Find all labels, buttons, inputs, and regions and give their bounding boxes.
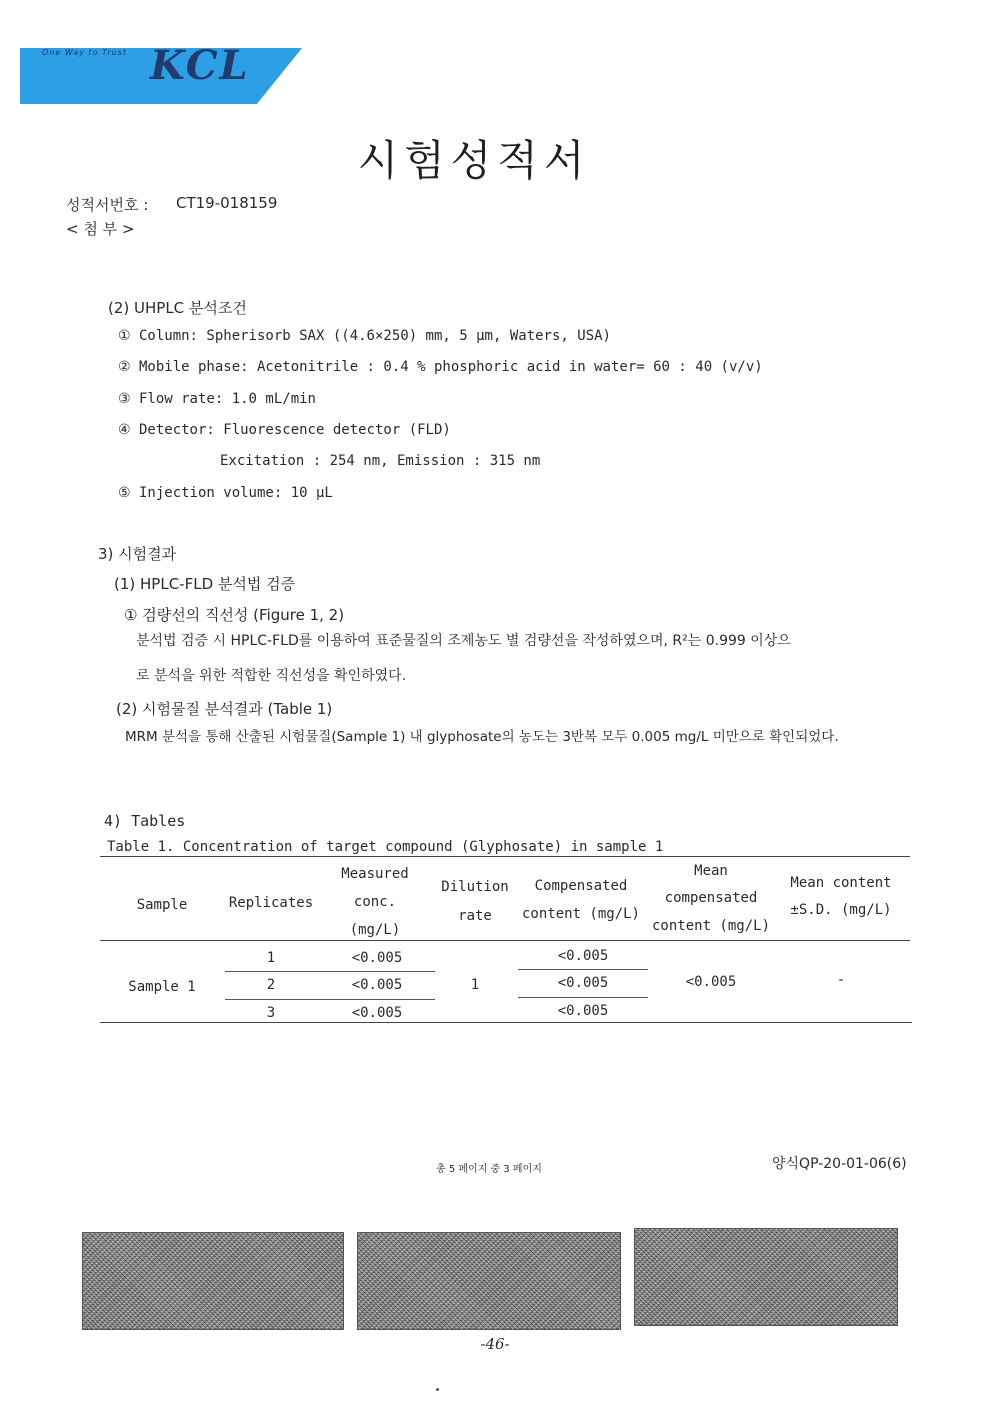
col-header-compensated: content (mg/L) <box>521 906 640 922</box>
col-header-measured: (mg/L) <box>349 922 401 938</box>
col-header-mean-sd: ±S.D. (mg/L) <box>790 902 892 918</box>
uhplc-item-injection: ⑤ Injection volume: 10 μL <box>118 485 333 501</box>
results-sub1-text-line2: 로 분석을 위한 적합한 직선성을 확인하였다. <box>136 668 407 684</box>
cell-measured: <0.005 <box>351 950 403 966</box>
table-row-divider <box>518 969 648 970</box>
col-header-mean-compensated: content (mg/L) <box>652 918 771 934</box>
col-header-dilution: Dilution <box>441 879 509 895</box>
results-sub2: (2) 시험물질 분석결과 (Table 1) <box>116 700 333 718</box>
results-sub1-item: ① 검량선의 직선성 (Figure 1, 2) <box>124 606 345 624</box>
results-sub1-text-line1: 분석법 검증 시 HPLC-FLD를 이용하여 표준물질의 조제농도 별 검량선을 작성하였으며, R²는 0.999 이상으 <box>136 633 791 649</box>
results-heading: 3) 시험결과 <box>98 545 177 563</box>
report-number-label: 성적서번호 : <box>66 196 149 214</box>
logo-tagline: One Way to Trust <box>42 48 127 57</box>
uhplc-item-mobile-phase: ② Mobile phase: Acetonitrile : 0.4 % phosphoric acid in water= 60 : 40 (v/v) <box>118 359 763 375</box>
cell-mean-sd: - <box>836 972 846 988</box>
uhplc-item-column: ① Column: Spherisorb SAX ((4.6×250) mm, 5 μm, Waters, USA) <box>118 328 611 344</box>
cell-compensated: <0.005 <box>557 1003 609 1019</box>
tables-heading: 4) Tables <box>104 812 186 830</box>
col-header-mean-compensated: compensated <box>664 890 758 906</box>
cell-mean-compensated: <0.005 <box>685 974 737 990</box>
cell-replicate: 1 <box>266 950 276 966</box>
uhplc-item-excitation: Excitation : 254 nm, Emission : 315 nm <box>220 453 541 469</box>
cell-measured: <0.005 <box>351 1005 403 1021</box>
col-header-replicates: Replicates <box>228 895 314 911</box>
table-row-divider <box>225 999 435 1000</box>
cell-replicate: 2 <box>266 977 276 993</box>
table-row-divider <box>518 997 648 998</box>
uhplc-heading: (2) UHPLC 분석조건 <box>108 299 247 317</box>
col-header-mean-compensated: Mean <box>694 863 728 879</box>
scan-speck <box>436 1388 439 1391</box>
table-bottom-rule <box>100 1022 912 1023</box>
cell-sample-name: Sample 1 <box>128 979 196 995</box>
form-code: 양식QP-20-01-06(6) <box>772 1156 907 1172</box>
results-sub1: (1) HPLC-FLD 분석법 검증 <box>114 575 296 593</box>
table-row-divider <box>225 971 435 972</box>
col-header-sample: Sample <box>136 897 188 913</box>
cell-dilution-rate: 1 <box>470 977 480 993</box>
results-sub2-text: MRM 분석을 통해 산출된 시험물질(Sample 1) 내 glyphosate의 농도는 3반복 모두 0.005 mg/L 미만으로 확인되었다. <box>125 729 839 745</box>
col-header-compensated: Compensated <box>534 878 628 894</box>
col-header-measured: Measured <box>341 866 409 882</box>
handwritten-page-number: -46- <box>480 1335 510 1353</box>
page-info: 총 5 페이지 중 3 페이지 <box>436 1164 542 1175</box>
security-pattern-stamp <box>82 1232 344 1330</box>
security-pattern-stamp <box>634 1228 898 1326</box>
cell-compensated: <0.005 <box>557 975 609 991</box>
kcl-logo: KCL <box>150 42 250 89</box>
document-title: 시험성적서 <box>357 136 591 185</box>
cell-replicate: 3 <box>266 1005 276 1021</box>
table-caption: Table 1. Concentration of target compound (Glyphosate) in sample 1 <box>107 839 664 855</box>
cell-measured: <0.005 <box>351 977 403 993</box>
table-header-rule <box>100 940 910 941</box>
uhplc-item-detector: ④ Detector: Fluorescence detector (FLD) <box>118 422 451 438</box>
col-header-dilution: rate <box>458 908 492 924</box>
col-header-measured: conc. <box>353 894 397 910</box>
table-top-rule <box>100 856 910 857</box>
uhplc-item-flow-rate: ③ Flow rate: 1.0 mL/min <box>118 391 316 407</box>
report-number: CT19-018159 <box>176 194 278 212</box>
col-header-mean-sd: Mean content <box>790 875 892 891</box>
cell-compensated: <0.005 <box>557 948 609 964</box>
security-pattern-stamp <box>357 1232 621 1330</box>
attachment-label: < 첨 부 > <box>66 220 135 238</box>
